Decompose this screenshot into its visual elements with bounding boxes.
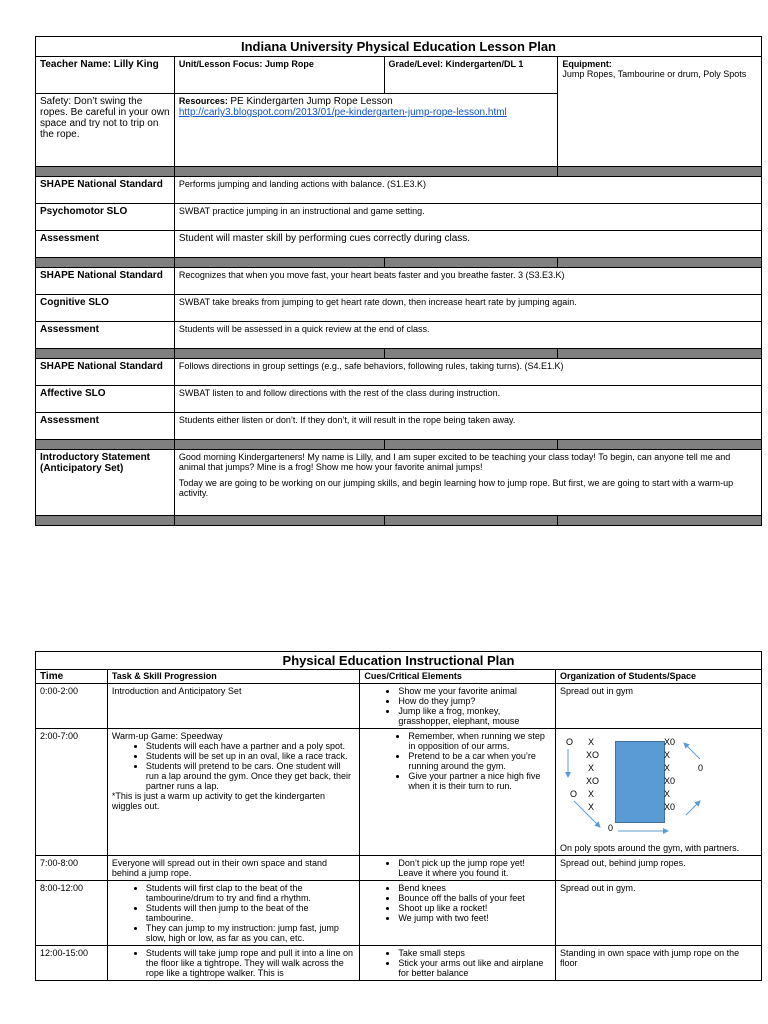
affective-assessment: Students either listen or don’t. If they don’t, it will result in the rope being taken away. <box>174 413 761 440</box>
affective-slo-label: Affective SLO <box>36 386 175 413</box>
equipment-cell <box>558 57 762 167</box>
row1-time: 0:00-2:00 <box>36 684 108 729</box>
list-item: • Take small steps <box>398 948 551 958</box>
list-item: • Jump like a frog, monkey, grasshopper, elephant, mouse <box>398 706 551 726</box>
diagram-o: O <box>566 737 574 747</box>
table-row <box>36 729 762 856</box>
diagram-xo: XO <box>586 750 600 760</box>
row2-org-text: On poly spots around the gym, with partners. <box>560 843 740 853</box>
psychomotor-assessment: Student will master skill by performing cues correctly during class. <box>174 231 761 258</box>
list-item: • Students will take jump rope and pull it into a line on the floor like a tightrope. They will walk across the rope like a tightrope walker. This is <box>146 948 355 978</box>
list-item: • Students will each have a partner and a poly spot. <box>146 741 355 751</box>
diagram-x: X <box>588 737 595 747</box>
cognitive-slo-label: Cognitive SLO <box>36 295 175 322</box>
table-row <box>36 684 762 729</box>
row4-org: Spread out in gym. <box>556 881 762 946</box>
row2-org <box>556 729 762 856</box>
row2-time: 2:00-7:00 <box>36 729 108 856</box>
list-item: • Remember, when running we step in opposition of our arms. <box>408 731 551 751</box>
lesson-plan-title: Indiana University Physical Education Lesson Plan <box>36 37 762 57</box>
intro-statement <box>174 450 761 516</box>
diagram-xo: XO <box>586 776 600 786</box>
diagram-x: X <box>664 750 671 760</box>
list-item: • How do they jump? <box>398 696 551 706</box>
affective-standard-label: SHAPE National Standard <box>36 359 175 386</box>
list-item: • Pretend to be a car when you’re running around the gym. <box>408 751 551 771</box>
row3-time: 7:00-8:00 <box>36 856 108 881</box>
header-cues: Cues/Critical Elements <box>360 670 556 684</box>
diagram-zero: 0 <box>608 823 614 833</box>
speedway-diagram <box>560 735 750 843</box>
row5-org: Standing in own space with jump rope on the floor <box>556 946 762 981</box>
diagram-o: O <box>570 789 578 799</box>
list-item: • Students will then jump to the beat of the tambourine. <box>146 903 355 923</box>
table-row <box>36 946 762 981</box>
diagram-x: X <box>664 763 671 773</box>
diagram-x: X <box>588 802 595 812</box>
affective-standard: Follows directions in group settings (e.g., safe behaviors, following rules, taking turns). (S4.E1.K) <box>174 359 761 386</box>
psychomotor-standard-label: SHAPE National Standard <box>36 177 175 204</box>
row4-time: 8:00-12:00 <box>36 881 108 946</box>
list-item: • Don’t pick up the jump rope yet! Leave it where you found it. <box>398 858 551 878</box>
diagram-xo: X0 <box>664 737 676 747</box>
list-item: • Give your partner a nice high five when it is their turn to run. <box>408 771 551 791</box>
lesson-focus: Unit/Lesson Focus: Jump Rope <box>174 57 384 94</box>
equipment-label: Equipment: <box>562 59 612 69</box>
diagram-xo: X0 <box>664 802 676 812</box>
row1-org: Spread out in gym <box>556 684 762 729</box>
psychomotor-assessment-label: Assessment <box>36 231 175 258</box>
list-item: • We jump with two feet! <box>398 913 551 923</box>
instructional-plan-title: Physical Education Instructional Plan <box>36 652 762 670</box>
table-row <box>36 856 762 881</box>
list-item: • They can jump to my instruction: jump fast, jump slow, high or low, as far as you can, etc. <box>146 923 355 943</box>
row5-time: 12:00-15:00 <box>36 946 108 981</box>
diagram-x: X <box>588 789 595 799</box>
diagram-xo: X0 <box>664 776 676 786</box>
list-item: • Bend knees <box>398 883 551 893</box>
grade-level: Grade/Level: Kindergarten/DL 1 <box>384 57 558 94</box>
row2-task <box>107 729 359 856</box>
row2-cues <box>360 729 556 856</box>
intro-statement-label: Introductory Statement (Anticipatory Set) <box>36 450 175 516</box>
diagram-arrows <box>560 735 750 843</box>
row3-task: Everyone will spread out in their own space and stand behind a jump rope. <box>107 856 359 881</box>
header-task: Task & Skill Progression <box>107 670 359 684</box>
equipment-list: Jump Ropes, Tambourine or drum, Poly Spots <box>562 69 747 79</box>
header-organization: Organization of Students/Space <box>556 670 762 684</box>
cognitive-assessment: Students will be assessed in a quick review at the end of class. <box>174 322 761 349</box>
cognitive-standard-label: SHAPE National Standard <box>36 268 175 295</box>
list-item: • Students will pretend to be cars. One student will run a lap around the gym. Once they get back, their partner runs a lap. <box>146 761 355 791</box>
row2-task-title: Warm-up Game: Speedway <box>111 731 223 741</box>
list-item: • Students will be set up in an oval, like a race track. <box>146 751 355 761</box>
lesson-plan-table <box>35 36 762 526</box>
row3-org: Spread out, behind jump ropes. <box>556 856 762 881</box>
psychomotor-standard: Performs jumping and landing actions with balance. (S1.E3.K) <box>174 177 761 204</box>
row1-cues <box>360 684 556 729</box>
diagram-x: X <box>664 789 671 799</box>
cognitive-slo: SWBAT take breaks from jumping to get heart rate down, then increase heart rate by jumping again. <box>174 295 761 322</box>
row1-task: Introduction and Anticipatory Set <box>107 684 359 729</box>
intro-paragraph-2: Today we are going to be working on our jumping skills, and begin learning how to jump rope. But first, we are going to start with a warm-up activity. <box>178 478 734 498</box>
instructional-plan-table <box>35 651 762 981</box>
diagram-x: X <box>588 763 595 773</box>
cognitive-standard: Recognizes that when you move fast, your heart beats faster and you breathe faster. 3 (S3.E3.K) <box>174 268 761 295</box>
row4-task <box>107 881 359 946</box>
row5-cues <box>360 946 556 981</box>
psychomotor-slo: SWBAT practice jumping in an instructional and game setting. <box>174 204 761 231</box>
table-row <box>36 881 762 946</box>
resources-label: Resources: <box>178 96 228 106</box>
list-item: • Stick your arms out like and airplane for better balance <box>398 958 551 978</box>
teacher-name: Teacher Name: Lilly King <box>36 57 175 94</box>
diagram-zero: 0 <box>698 763 704 773</box>
row4-cues <box>360 881 556 946</box>
list-item: • Shoot up like a rocket! <box>398 903 551 913</box>
row5-task <box>107 946 359 981</box>
cognitive-assessment-label: Assessment <box>36 322 175 349</box>
list-item: • Bounce off the balls of your feet <box>398 893 551 903</box>
psychomotor-slo-label: Psychomotor SLO <box>36 204 175 231</box>
affective-assessment-label: Assessment <box>36 413 175 440</box>
resources-cell <box>174 94 557 167</box>
affective-slo: SWBAT listen to and follow directions with the rest of the class during instruction. <box>174 386 761 413</box>
resources-title: PE Kindergarten Jump Rope Lesson <box>230 96 393 107</box>
list-item: • Students will first clap to the beat of the tambourine/drum to try and find a rhythm. <box>146 883 355 903</box>
list-item: • Show me your favorite animal <box>398 686 551 696</box>
resources-link[interactable]: http://carly3.blogspot.com/2013/01/pe-kindergarten-jump-rope-lesson.html <box>178 107 507 118</box>
intro-paragraph-1: Good morning Kindergarteners! My name is Lilly, and I am super excited to be teaching your class today! To begin, can anyone tell me and animal that jumps? Mine is a frog! Show me how your favorite animal jumps! <box>178 452 731 472</box>
row3-cues <box>360 856 556 881</box>
header-time: Time <box>36 670 108 684</box>
row2-note: *This is just a warm up activity to get the kindergarten wiggles out. <box>111 791 325 811</box>
safety-note: Safety: Don’t swing the ropes. Be careful in your own space and try not to trip on the rope. <box>36 94 175 167</box>
